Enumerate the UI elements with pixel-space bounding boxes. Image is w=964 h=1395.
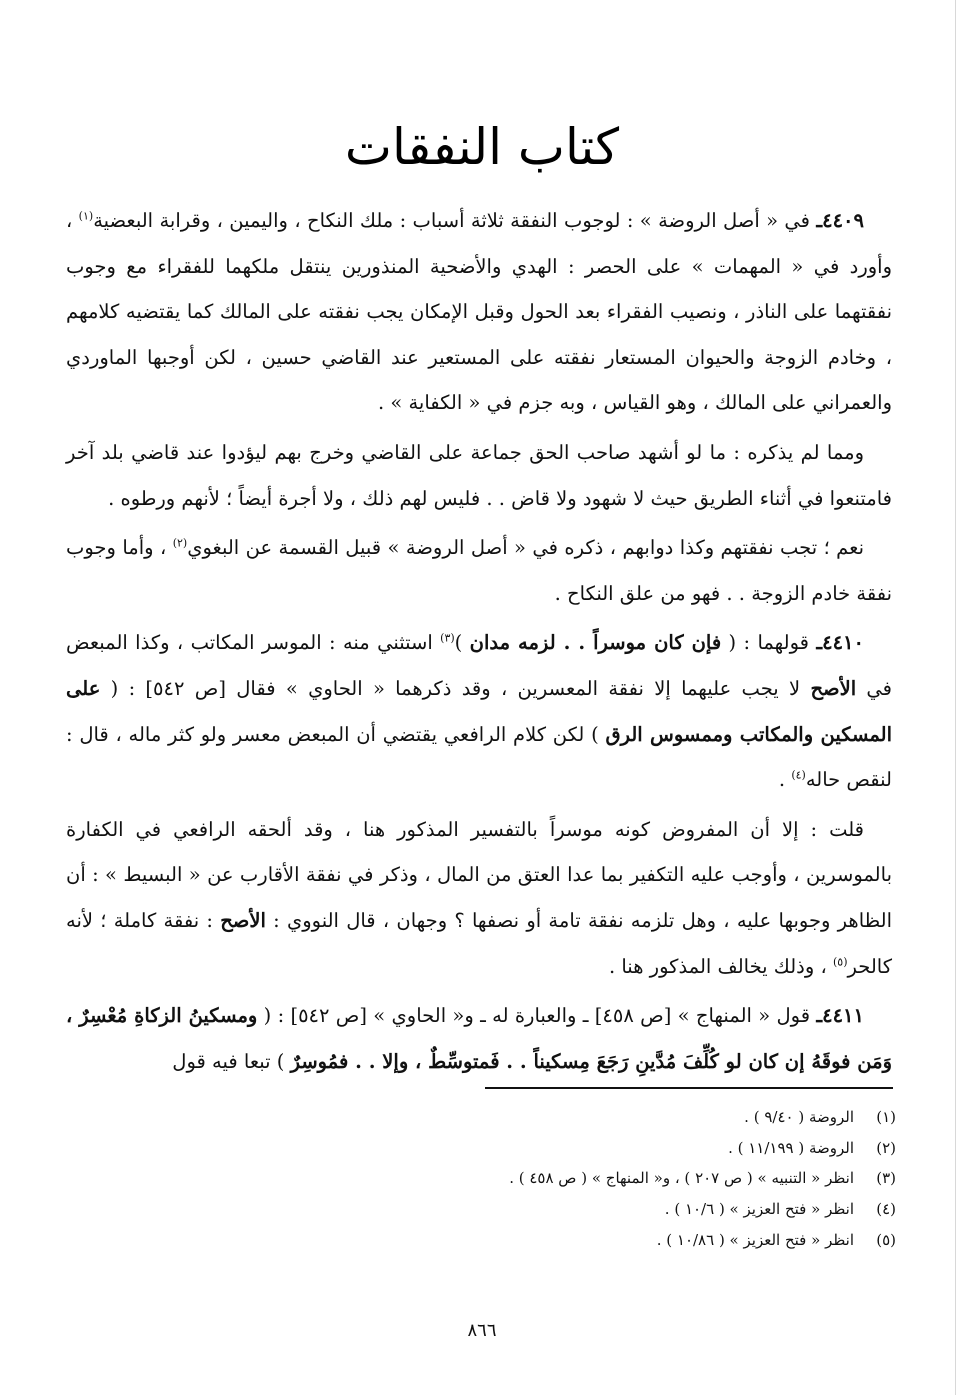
footnotes <box>200 1102 896 1256</box>
footnote-ref-2[interactable]: (٢) <box>172 536 188 550</box>
footnote-item: (٤) انظر « فتح العزيز » ( ١٠/٦ ) . <box>664 1200 896 1219</box>
paragraph-4410: ٤٤١٠ـ قولهما : ( فإن كان موسراً . . لزمه مدان )$^{(٣)}$ استثني منه : الموسر المكاتب ، وكذا المبعض في الأصح لا يجب عليهما إلا نفقة المعسرين ، وقد ذكرهما « الحاوي » فقال [ص ٥٤٢] : ( على المسكين والمكاتب وممسوس الرق ) لكن كلام الرافعي يقتضي أن المبعض معسر ولو كثر ماله ، قال : لنقص حاله$^{(٤)}$ . <box>66 631 892 792</box>
footnote-item: (٣) انظر « التنبيه » ( ص ٢٠٧ ) ، و« المنهاج » ( ص ٤٥٨ ) . <box>509 1169 896 1188</box>
footnote-item: (١) الروضة ( ٩/٤٠ ) . <box>744 1108 896 1126</box>
main-text <box>66 198 892 1084</box>
footnote-item: (٥) انظر « فتح العزيز » ( ١٠/٨٦ ) . <box>656 1230 896 1249</box>
page-number: ٨٦٦ <box>467 1320 497 1341</box>
footnote-ref-4[interactable]: (٤) <box>791 768 806 782</box>
quoted-text: الأصح <box>220 908 266 932</box>
footnote-separator <box>485 1087 893 1089</box>
paragraph-comment: قلت : إلا أن المفروض كونه موسراً بالتفسير المذكور هنا ، وقد ألحقه الرافعي في الكفارة بالموسرين ، وأوجب عليه التكفير بما عدا العتق من المال ، وذكر في نفقة الأقارب عن « البسيط » : أن الظاهر وجوبها عليه ، وهل تلزمه نفقة تامة أو نصفها ؟ وجهان ، قال النووي : الأصح : نفقة كاملة ؛ لأنه كالحر$^{(٥)}$ ، وذلك يخالف المذكور هنا . <box>66 817 892 978</box>
issue-number: ٤٤٠٩ـ <box>816 209 864 232</box>
quoted-text: الأصح <box>810 676 857 700</box>
issue-number: ٤٤١٠ـ <box>816 631 864 655</box>
footnote-ref-1[interactable]: (١) <box>78 209 94 223</box>
footnote-item: (٢) الروضة ( ١١/١٩٩ ) . <box>728 1138 896 1157</box>
quoted-text: ومسكينُ الزكاةِ مُعْسِرٌ ، وَمَن فوقَهُ إن كان لو كُلِّفَ مُدَّينِ رَجَعَ مِسكيناً . . فَمتوسِّطٌ ، وإلا . . فمُوسِرٌ <box>66 1004 892 1073</box>
paragraph-4409: ٤٤٠٩ـ في « أصل الروضة » : لوجوب النفقة ثلاثة أسباب : ملك النكاح ، واليمين ، وقرابة البعضية$^{(١)}$ ، وأورد في « المهمات » على الحصر : الهدي والأضحية المنذورين ينتقل ملكهما للفقراء مع وجوب نفقتهما على الناذر ، ونصيب الفقراء بعد الحول وقبل الإمكان يجب نفقته على المالك كما يقتضيه كلامهم ، وخادم الزوجة والحيوان المستعار نفقته على المستعير عند القاضي حسين ، لكن أوجبها الماوردي والعمراني على المالك ، وهو القياس ، وبه جزم في « الكفاية » . <box>66 209 892 415</box>
footnote-ref-5[interactable]: (٥) <box>832 955 848 968</box>
paragraph-witnesses: ومما لم يذكره : ما لو أشهد صاحب الحق جماعة على القاضي وخرج بهم ليؤدوا عند قاضي بلد آخر فامتنعوا في أثناء الطريق حيث لا شهود ولا قاض . . فليس لهم ذلك ، ولا أجرة أيضاً ؛ لأنهم ورطوه . <box>66 440 892 510</box>
quoted-text: على المسكين والمكاتب وممسوس الرق <box>66 676 892 746</box>
issue-number: ٤٤١١ـ <box>816 1004 864 1028</box>
paragraph-4411: ٤٤١١ـ قول « المنهاج » [ص ٤٥٨] ـ والعبارة له ـ و« الحاوي » [ص ٥٤٢] : ( ومسكينُ الزكاةِ مُعْسِرٌ ، وَمَن فوقَهُ إن كان لو كُلِّفَ مُدَّينِ رَجَعَ مِسكيناً . . فَمتوسِّطٌ ، وإلا . . فمُوسِرٌ ) تبعا فيه قول <box>66 1004 892 1073</box>
page-edge-line <box>955 0 956 1395</box>
chapter-title: كتاب النفقات <box>344 118 620 176</box>
footnote-ref-3[interactable]: (٣) <box>440 631 455 645</box>
quoted-text: فإن كان موسراً . . لزمه مدان <box>469 631 722 655</box>
paragraph-expenses: نعم ؛ تجب نفقتهم وكذا دوابهم ، ذكره في « أصل الروضة » قبيل القسمة عن البغوي$^{(٢)}$ ، وأما وجوب نفقة خادم الزوجة . . فهو من علق النكاح . <box>66 536 892 605</box>
